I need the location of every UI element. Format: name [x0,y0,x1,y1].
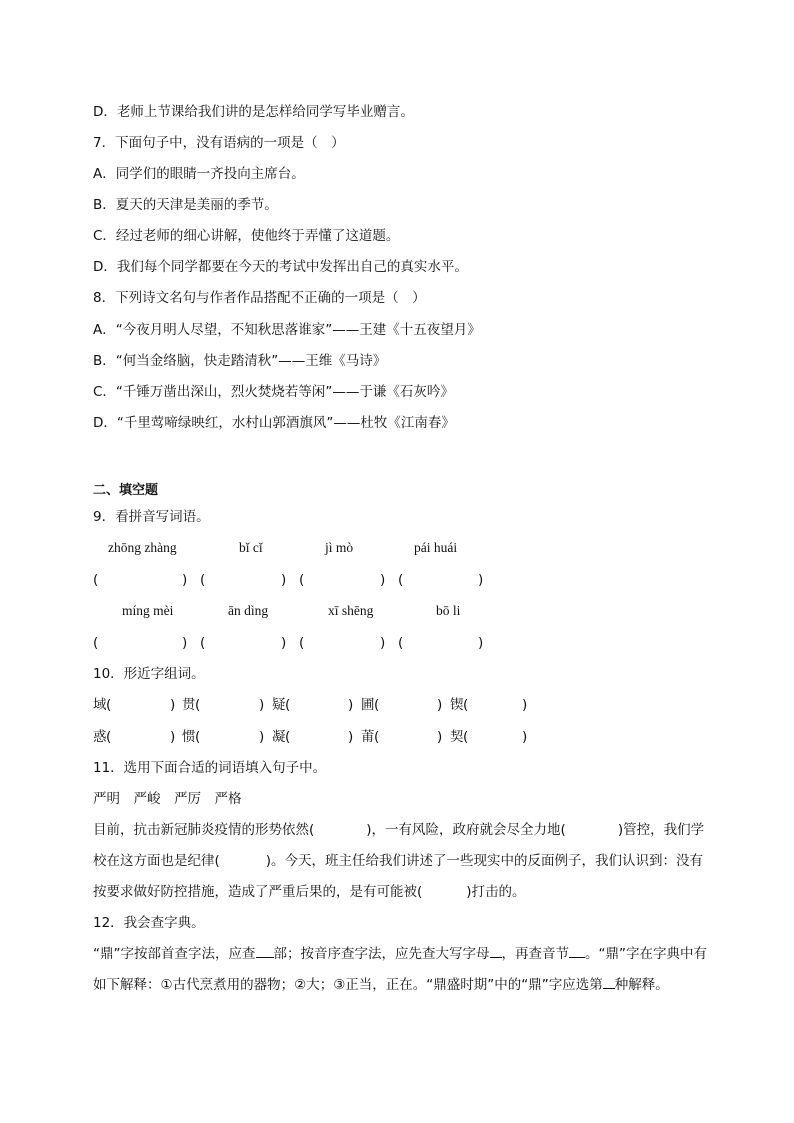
question-11-passage [93,815,711,908]
question-10-stem: 10．形近字组词。 [93,666,205,682]
question-12-passage [93,939,711,1001]
pinyin-label: xī shēng [328,603,374,618]
pinyin-label: bǐ cǐ [239,540,263,555]
similar-char-blank-open: ( [285,729,291,745]
answer-blank-open: ( [398,635,404,651]
similar-char-blank-close[interactable]: ) [437,729,443,745]
similar-char-blank-open: ( [106,729,112,745]
question-8-stem: 8．下列诗文名句与作者作品搭配不正确的一项是（ ） [93,290,426,306]
section-title-fill-in: 二、填空题 [93,483,159,498]
similar-char: 凝 [272,729,286,745]
similar-char-blank-open: ( [374,697,380,713]
passage-text: )打击的。 [466,884,526,900]
similar-char-blank-close[interactable]: ) [259,697,265,713]
question-7-option-d: D．我们每个同学都要在今天的考试中发挥出自己的真实水平。 [93,259,468,275]
pinyin-label: zhōng zhàng [108,540,177,555]
passage-text: )，一有风险，政府就会尽全力地( [366,822,566,838]
similar-char-blank-open: ( [195,697,201,713]
similar-char-blank-close[interactable]: ) [522,697,528,713]
pinyin-label: pái huái [414,540,458,555]
answer-blank-open: ( [200,635,206,651]
question-12-stem: 12．我会查字典。 [93,915,205,931]
similar-char-blank-open: ( [106,697,112,713]
passage-text: 种解释。 [614,977,669,993]
question-11-word-bank: 严明 严峻 严厉 严格 [93,791,242,807]
similar-char-blank-open: ( [463,697,469,713]
question-6-option-d: D．老师上节课给我们讲的是怎样给同学写毕业赠言。 [93,104,414,120]
question-8-option-d: D．“千里莺啼绿映红，水村山郭酒旗风”——杜牧《江南春》 [93,415,455,431]
answer-blank-close[interactable]: ) [281,572,287,588]
question-7-stem: 7．下面句子中，没有语病的一项是（ ） [93,135,345,151]
passage-text: “鼎”字按部首查字法，应查 [93,946,256,962]
pinyin-label: jì mò [325,540,354,555]
passage-text: 部；按音序查字法，应先查大写字母 [273,946,490,962]
similar-char-blank-open: ( [463,729,469,745]
pinyin-label: bō li [436,603,461,618]
answer-underline[interactable] [569,943,585,958]
similar-char-blank-open: ( [374,729,380,745]
similar-char: 圃 [361,697,375,713]
passage-text: ，再查音节 [501,946,569,962]
answer-blank-close[interactable]: ) [478,635,484,651]
pinyin-label: ān dìng [228,603,269,618]
passage-text: )管控，我们学校在这方面也是纪律( [93,822,705,869]
answer-blank-open: ( [299,572,305,588]
answer-underline[interactable] [603,974,615,989]
answer-blank-close[interactable]: ) [182,635,188,651]
answer-underline[interactable] [256,943,274,958]
question-7-option-c: C．经过老师的细心讲解，使他终于弄懂了这道题。 [93,228,400,244]
answer-blank-open: ( [200,572,206,588]
similar-char-blank-close[interactable]: ) [259,729,265,745]
answer-blank-open: ( [299,635,305,651]
answer-blank-close[interactable]: ) [380,572,386,588]
similar-char-blank-close[interactable]: ) [170,697,176,713]
similar-char: 惑 [93,729,107,745]
question-8-option-a: A．“今夜月明人尽望，不知秋思落谁家”——王建《十五夜望月》 [93,322,481,338]
similar-char: 锲 [450,697,464,713]
passage-text: 目前，抗击新冠肺炎疫情的形势依然( [93,822,315,838]
similar-char-blank-open: ( [195,729,201,745]
question-8-option-b: B．“何当金络脑，快走踏清秋”——王维《马诗》 [93,353,387,369]
answer-underline[interactable] [490,943,502,958]
question-7-option-a: A．同学们的眼睛一齐投向主席台。 [93,166,305,182]
answer-blank-open: ( [93,572,99,588]
passage-text: )。今天，班主任给我们讲述了一些现实中的反面例子，我们认识到：没有按要求做好防控措施，造成了严重后果的，是有可能被( [93,853,704,900]
similar-char-blank-close[interactable]: ) [522,729,528,745]
similar-char: 贯 [182,697,196,713]
question-8-option-c: C．“千锤万凿出深山，烈火焚烧若等闲”——于谦《石灰吟》 [93,384,454,400]
question-7-option-b: B．夏天的天津是美丽的季节。 [93,197,278,213]
answer-blank-close[interactable]: ) [182,572,188,588]
answer-blank-close[interactable]: ) [281,635,287,651]
similar-char: 疑 [272,697,286,713]
similar-char-blank-close[interactable]: ) [348,729,354,745]
answer-blank-open: ( [398,572,404,588]
answer-blank-close[interactable]: ) [478,572,484,588]
question-11-stem: 11．选用下面合适的词语填入句子中。 [93,760,327,776]
question-9-stem: 9．看拼音写词语。 [93,509,210,525]
similar-char: 域 [93,697,107,713]
answer-blank-open: ( [93,635,99,651]
similar-char-blank-close[interactable]: ) [348,697,354,713]
similar-char: 莆 [361,729,375,745]
pinyin-label: míng mèi [122,603,174,618]
similar-char-blank-open: ( [285,697,291,713]
answer-blank-close[interactable]: ) [380,635,386,651]
passage-text: 。“鼎”字在字典中有如下解释：①古代烹煮用的器物；②大；③正当，正在。“鼎盛时期”中的“鼎”字应选第 [93,946,707,993]
similar-char: 契 [450,729,464,745]
similar-char-blank-close[interactable]: ) [170,729,176,745]
similar-char: 惯 [182,729,196,745]
similar-char-blank-close[interactable]: ) [437,697,443,713]
